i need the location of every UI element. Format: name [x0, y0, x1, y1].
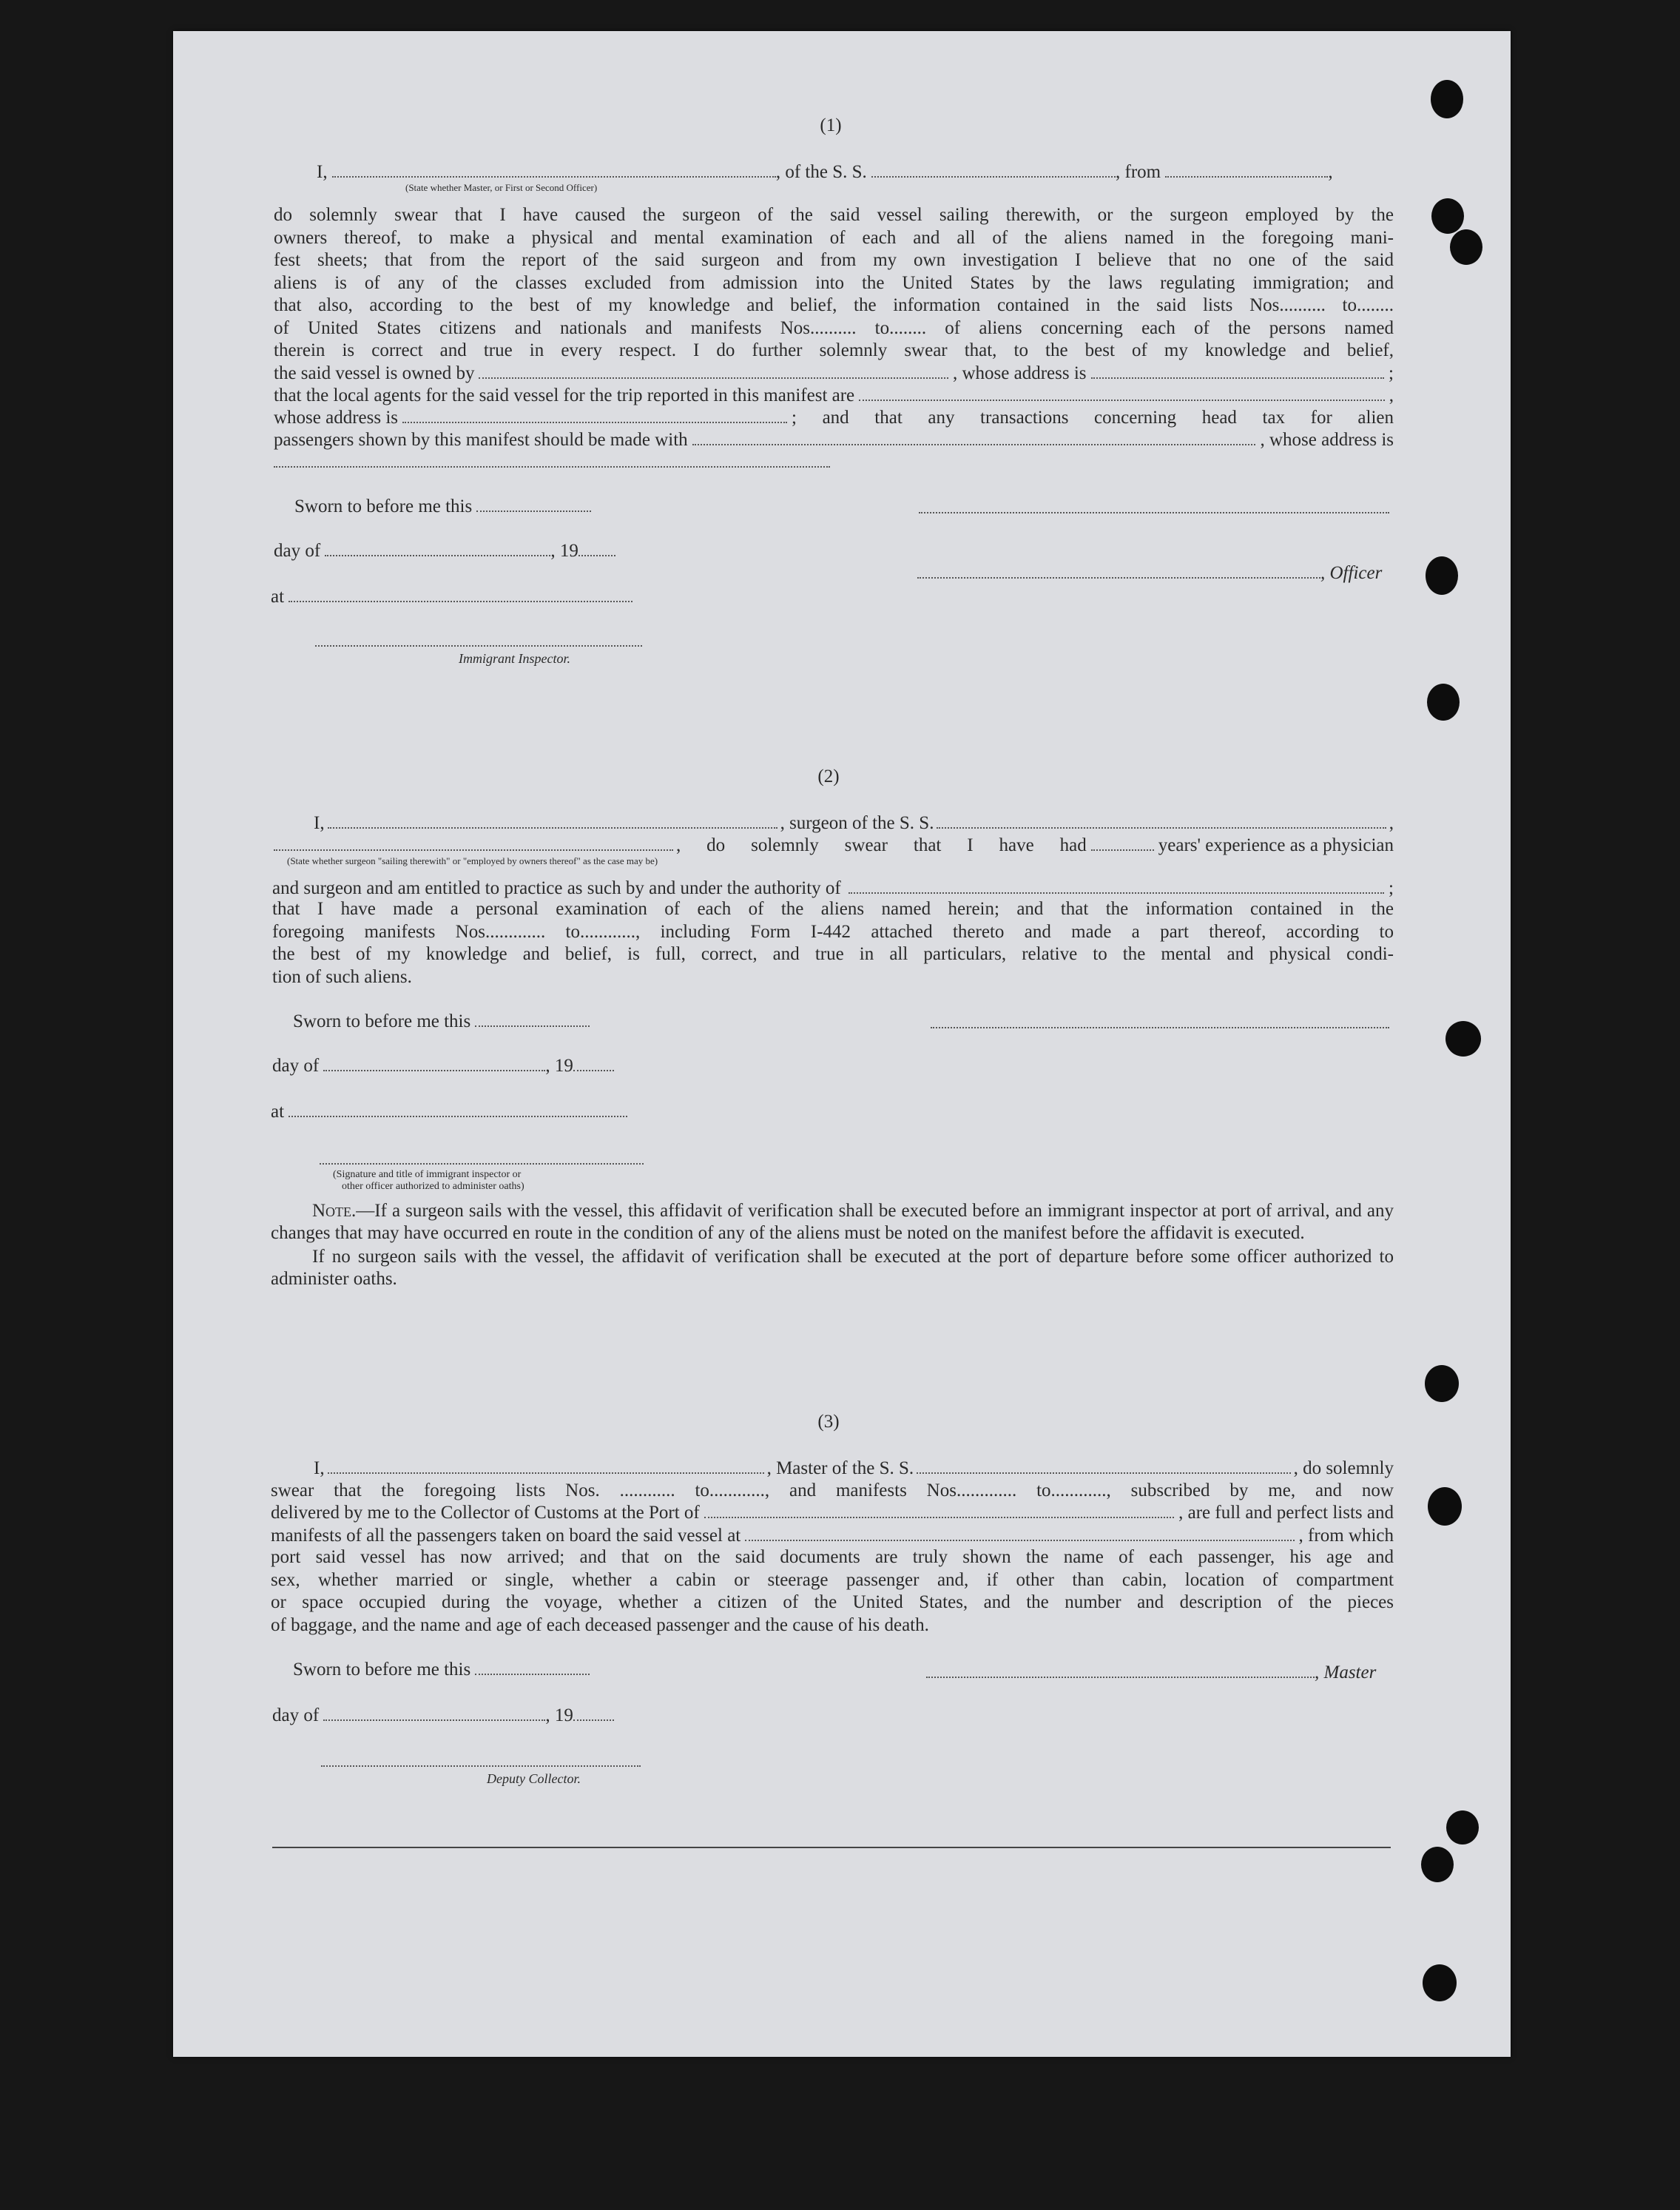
- authority-field[interactable]: [849, 879, 1384, 894]
- head-tax-contact-field[interactable]: [692, 431, 1256, 445]
- experience-line: , do solemnly swear that I have had years' experience as a physician: [274, 835, 1394, 857]
- sworn-line: Sworn to before me this: [293, 1659, 590, 1681]
- vessel-name-field[interactable]: [871, 163, 1116, 178]
- day-field[interactable]: [323, 1706, 545, 1721]
- inspector-signature-field[interactable]: [320, 1163, 644, 1165]
- oath-text: port said vessel has now arrived; and that on the said documents are truly shown the name of each passenger, his age and sex, whether married or single, whether a cabin or steerage passenger and, if other than cabin, location of compartment or space occupied during the voyage, whether a citizen of the United States, and the number and description of the pieces: [271, 1547, 1394, 1612]
- day-line: day of , 19: [272, 1705, 614, 1727]
- owner-line: the said vessel is owned by , whose address is ;: [274, 363, 1394, 383]
- head-tax-address-field[interactable]: [274, 466, 830, 468]
- surgeon-line: I, , surgeon of the S. S. ,: [314, 813, 1394, 833]
- field-caption: (State whether surgeon "sailing therewith" or "employed by owners thereof" as the case may be): [287, 855, 658, 866]
- year-field[interactable]: [573, 1057, 614, 1071]
- day-field[interactable]: [323, 1057, 545, 1071]
- signature-field[interactable]: [931, 1027, 1389, 1028]
- signature-caption: (Signature and title of immigrant inspector or: [333, 1169, 522, 1180]
- sworn-date-field[interactable]: [475, 1660, 590, 1675]
- agents-address-line: whose address is ; and that any transactions concerning head tax for alien: [274, 408, 1394, 428]
- collector-signature-field[interactable]: [321, 1765, 641, 1767]
- collector-caption: Deputy Collector.: [487, 1771, 581, 1786]
- divider: [272, 1847, 1391, 1848]
- punch-hole: [1427, 684, 1460, 721]
- punch-hole: [1445, 1021, 1481, 1057]
- officer-name-field[interactable]: [332, 163, 776, 178]
- punch-hole: [1446, 1810, 1479, 1845]
- owner-field[interactable]: [479, 364, 948, 379]
- punch-hole: [1450, 229, 1482, 265]
- surgeon-name-field[interactable]: [328, 814, 777, 829]
- sworn-date-field[interactable]: [476, 497, 591, 512]
- declaration-line: I, , of the S. S. , from ,: [317, 162, 1333, 182]
- punch-hole: [1421, 1847, 1454, 1882]
- oath-text: do solemnly swear that I have caused the surgeon of the said vessel sailing therewith, or the surgeon employed by the owners thereof, to make a physical and mental examination of each and all of the aliens named in the foregoing mani- fest sheets; that from the report of the said surgeon and from my own investigation I believe that no one of the said aliens is of any of the classes excluded from admission into the United States by the laws regulating immigration; and that also, according to the best of my knowledge and belief, the information contained in the said lists Nos.......... to........ of United States citizens and nationals and manifests Nos.......... to........ of aliens concerning each of the persons named therein is correct and true in every respect. I do further solemnly swear that, to the best of my knowledge and belief,: [274, 205, 1394, 360]
- inspector-caption: Immigrant Inspector.: [459, 651, 570, 666]
- punch-hole: [1431, 198, 1464, 234]
- vessel-name-field[interactable]: [917, 1459, 1290, 1474]
- sworn-line: Sworn to before me this: [293, 1011, 590, 1033]
- year-field[interactable]: [578, 542, 615, 556]
- agents-line: that the local agents for the said vessel for the trip reported in this manifest are ,: [274, 385, 1394, 405]
- master-signature-line: , Master: [926, 1662, 1376, 1684]
- place-field[interactable]: [289, 587, 632, 602]
- signature-caption: other officer authorized to administer oaths): [342, 1181, 524, 1192]
- day-field[interactable]: [325, 542, 550, 556]
- sworn-date-field[interactable]: [475, 1012, 590, 1027]
- agents-field[interactable]: [859, 386, 1385, 401]
- master-line: I, , Master of the S. S. , do solemnly: [314, 1458, 1394, 1478]
- day-line: day of , 19: [274, 540, 615, 562]
- punch-hole: [1428, 1487, 1462, 1526]
- punch-hole: [1425, 1365, 1459, 1402]
- years-field[interactable]: [1091, 836, 1154, 851]
- surgeon-status-field[interactable]: [274, 836, 673, 851]
- section-number: (1): [820, 115, 842, 135]
- inspector-signature-field[interactable]: [315, 645, 642, 647]
- agents-address-field[interactable]: [402, 408, 787, 423]
- master-signature-field[interactable]: [926, 1663, 1315, 1678]
- master-name-field[interactable]: [328, 1459, 764, 1474]
- oath-text-last: tion of such aliens.: [272, 967, 412, 987]
- note: Note.—If a surgeon sails with the vessel, this affidavit of verification shall be executed before an immigrant inspector at port of arrival, and any changes that may have occurred en route in the condition of any of the aliens must be noted on the manifest before the affidavit is executed. If no surgeon sails with the vessel, the affidavit of verification shall be executed at the port of departure before some officer authorized to administer oaths.: [271, 1201, 1394, 1289]
- oath-text-last: of baggage, and the name and age of each deceased passenger and the cause of his death.: [271, 1615, 929, 1635]
- field-caption: (State whether Master, or First or Second Officer): [405, 182, 598, 193]
- year-field[interactable]: [573, 1706, 614, 1721]
- section-number: (3): [817, 1412, 840, 1432]
- port-field[interactable]: [704, 1503, 1174, 1518]
- authority-line: and surgeon and am entitled to practice as such by and under the authority of ;: [272, 878, 1394, 898]
- punch-hole: [1431, 80, 1463, 118]
- sworn-line: Sworn to before me this: [294, 496, 591, 518]
- owner-address-field[interactable]: [1091, 364, 1385, 379]
- oath-text: that I have made a personal examination of each of the aliens named herein; and that the information contained in the foregoing manifests Nos............. to............, including Form I-442 attached thereto and made a part thereof, according to the best of my knowledge and belief, is full, correct, and true in all particulars, relative to the mental and physical condi-: [272, 899, 1394, 964]
- lists-line: swear that the foregoing lists Nos. ............ to............, and manifests Nos............. to............, subscribed by me, and now: [271, 1480, 1394, 1500]
- collector-line: delivered by me to the Collector of Customs at the Port of , are full and perfect lists and: [271, 1503, 1394, 1523]
- at-line: at: [271, 1101, 627, 1123]
- place-field[interactable]: [289, 1102, 627, 1117]
- vessel-name-field[interactable]: [937, 814, 1386, 829]
- signature-field[interactable]: [919, 512, 1389, 513]
- day-line: day of , 19: [272, 1055, 614, 1077]
- boarding-line: manifests of all the passengers taken on board the said vessel at , from which: [271, 1526, 1394, 1546]
- officer-line: , Officer: [917, 562, 1382, 584]
- note-label: Note.: [312, 1201, 357, 1221]
- departure-port-field[interactable]: [1165, 163, 1328, 178]
- boarding-port-field[interactable]: [745, 1526, 1294, 1541]
- punch-hole: [1423, 1964, 1457, 2001]
- punch-hole: [1426, 556, 1458, 595]
- section-number: (2): [817, 767, 840, 786]
- at-line: at: [271, 586, 632, 608]
- officer-signature-field[interactable]: [917, 564, 1320, 579]
- passengers-line: passengers shown by this manifest should be made with , whose address is: [274, 430, 1394, 450]
